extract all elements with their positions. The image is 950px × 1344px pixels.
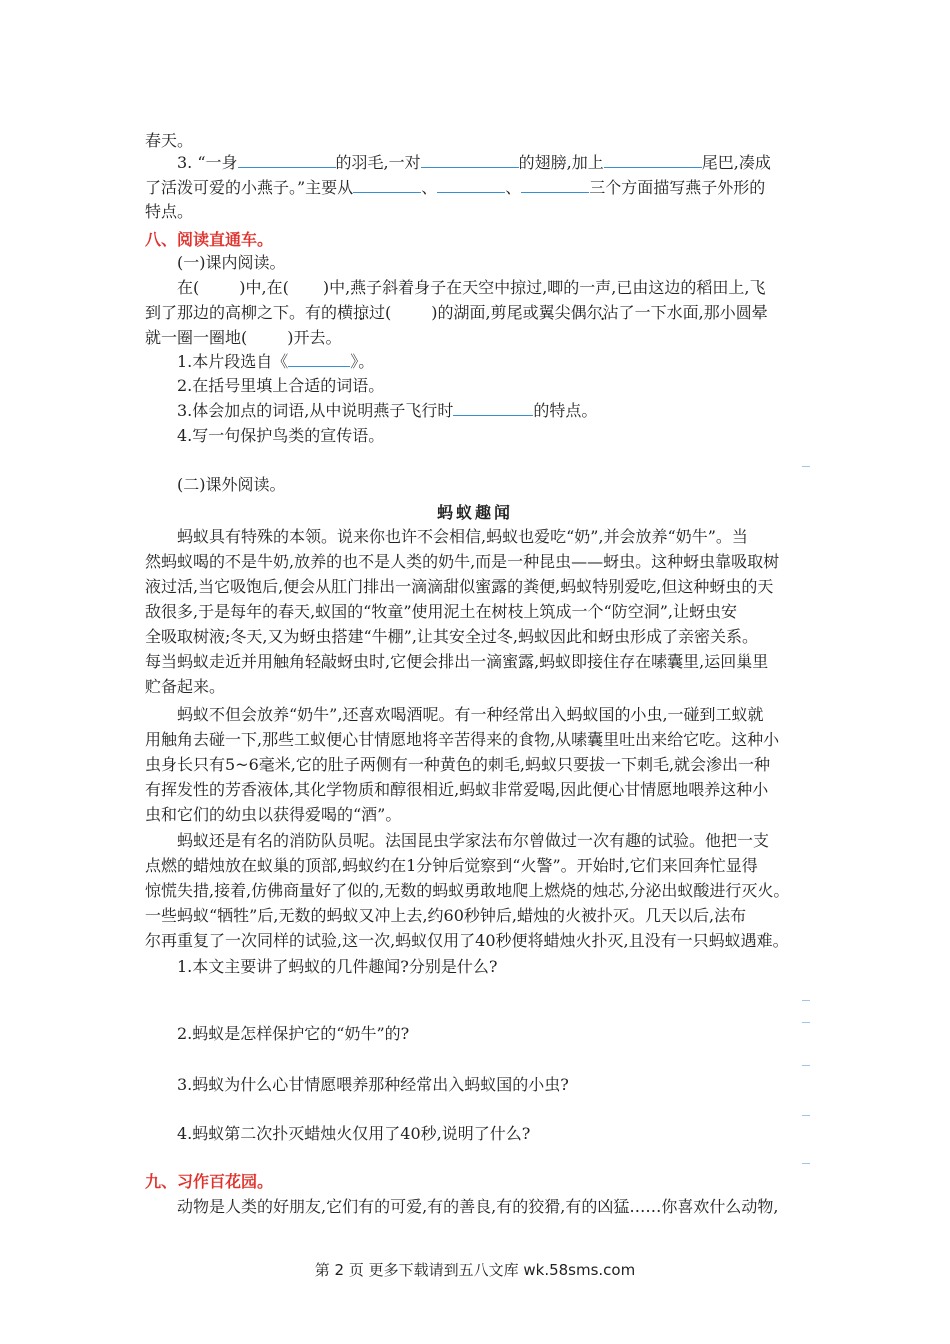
question <box>177 400 597 422</box>
article-line: 蚂蚁具有特殊的本领。说来你也许不会相信,蚂蚁也爱吃“奶”,并会放养“奶牛”。当 <box>177 527 748 546</box>
article-line: 每当蚂蚁走近并用触角轻敲蚜虫时,它便会排出一滴蜜露,蚂蚁即接住存在嗉囊里,运回巢里 <box>145 652 769 671</box>
part-label: (二)课外阅读。 <box>177 475 286 494</box>
article-line: 然蚂蚁喝的不是牛奶,放养的也不是人类的奶牛,而是一种昆虫——蚜虫。这种蚜虫靠吸取树 <box>145 552 780 571</box>
article-line: 蚂蚁不但会放养“奶牛”,还喜欢喝酒呢。有一种经常出入蚂蚁国的小虫,一碰到工蚁就 <box>177 705 764 724</box>
answer-blank[interactable] <box>437 178 505 193</box>
passage-line <box>177 277 765 299</box>
answer-line-mark <box>802 466 810 467</box>
article-line: 虫和它们的幼虫以获得爱喝的“酒”。 <box>145 805 402 824</box>
passage-text: ( <box>385 303 392 322</box>
article-line: 用触角去碰一下,那些工蚁便心甘情愿地将辛苦得来的食物,从嗉囊里吐出来给它吃。这种小 <box>145 730 780 749</box>
question-text: 1.本片段选自《 <box>177 352 289 371</box>
passage-text: )的湖面,剪尾或翼尖 <box>431 303 571 322</box>
dotted-word: 偶尔沾了 <box>570 303 635 322</box>
question-text: 3.体会加点的词语,从中说明燕子飞行时 <box>177 401 454 420</box>
dotted-word: 横掠过 <box>337 303 386 322</box>
answer-blank[interactable] <box>288 352 350 367</box>
passage-text: 就一圈一圈地( <box>145 328 248 347</box>
question-text: 》。 <box>350 352 375 371</box>
separator: 、 <box>421 178 438 197</box>
answer-line-mark <box>802 1163 810 1164</box>
passage-text: ,唧的一声,已由这边的稻田上,飞 <box>542 278 766 297</box>
part-label: (一)课内阅读。 <box>177 253 286 272</box>
passage-text: 到了那边的高柳之下。有的 <box>145 303 338 322</box>
question-3-line2 <box>145 177 765 199</box>
passage-text: )中,在( <box>239 278 289 297</box>
article-line: 有挥发性的芳香液体,其化学物质和醇很相近,蚂蚁非常爱喝,因此便心甘情愿地喂养这种小 <box>145 780 769 799</box>
passage-text: 在( <box>177 278 200 297</box>
article-line: 虫身长只有5~6毫米,它的肚子两侧有一种黄色的刺毛,蚂蚁只要拔一下刺毛,就会渗出一种 <box>145 755 771 774</box>
answer-blank[interactable] <box>521 178 589 193</box>
separator: 、 <box>505 178 522 197</box>
question-text: 的特点。 <box>533 401 598 420</box>
answer-blank[interactable] <box>453 401 533 416</box>
q3-text: 三个方面描写燕子外形的 <box>589 178 766 197</box>
q3-text: 尾巴,凑成 <box>701 153 771 172</box>
article-line: 全吸取树液;冬天,又为蚜虫搭建“牛棚”,让其安全过冬,蚂蚁因此和蚜虫形成了亲密关系。 <box>145 627 759 646</box>
answer-line-mark <box>802 1065 810 1066</box>
passage-line <box>145 302 768 324</box>
question: 2.蚂蚁是怎样保护它的“奶牛”的? <box>177 1024 410 1043</box>
answer-blank[interactable] <box>604 153 702 168</box>
answer-line-mark <box>802 1000 810 1001</box>
article-line: 敌很多,于是每年的春天,蚁国的“牧童”使用泥土在树枝上筑成一个“防空洞”,让蚜虫安 <box>145 602 737 621</box>
q3-text: 了活泼可爱的小燕子。”主要从 <box>145 178 354 197</box>
article-line: 液过活,当它吸饱后,便会从肛门排出一滴滴甜似蜜露的粪便,蚂蚁特别爱吃,但这种蚜虫的天 <box>145 577 774 596</box>
q3-text: “一身 <box>197 153 238 172</box>
answer-line-mark <box>802 1115 810 1116</box>
passage-text: 掠过 <box>510 278 543 297</box>
article-line: 蚂蚁还是有名的消防队员呢。法国昆虫学家法布尔曾做过一次有趣的试验。他把一支 <box>177 831 770 850</box>
question: 4.蚂蚁第二次扑灭蜡烛火仅用了40秒,说明了什么? <box>177 1124 531 1143</box>
question: 2.在括号里填上合适的词语。 <box>177 376 385 395</box>
text-line: 动物是人类的好朋友,它们有的可爱,有的善良,有的狡猾,有的凶猛……你喜欢什么动物, <box>177 1197 779 1216</box>
passage-text: )中,燕子斜着身子在天空中 <box>322 278 511 297</box>
question <box>177 351 374 373</box>
passage-text: 一下水面,那小圆晕 <box>634 303 768 322</box>
answer-line-mark <box>802 1022 810 1023</box>
q3-text: 的翅膀,加上 <box>518 153 604 172</box>
question: 3.蚂蚁为什么心甘情愿喂养那种经常出入蚂蚁国的小虫? <box>177 1075 569 1094</box>
text-line: 特点。 <box>145 202 194 221</box>
article-title: 蚂蚁趣闻 <box>436 503 513 522</box>
article-line: 一些蚂蚁“牺牲”后,无数的蚂蚁又冲上去,约60秒钟后,蜡烛的火被扑灭。几天以后,法布 <box>145 906 747 925</box>
passage-text: )开去。 <box>287 328 342 347</box>
page-footer: 第 2 页 更多下载请到五八文库 wk.58sms.com <box>314 1261 636 1279</box>
article-line: 贮备起来。 <box>145 677 226 696</box>
article-line: 尔再重复了一次同样的试验,这一次,蚂蚁仅用了40秒便将蜡烛火扑灭,且没有一只蚂蚁遇难。 <box>145 931 789 950</box>
text-line: 春天。 <box>145 131 194 150</box>
passage-line <box>145 327 342 349</box>
q3-number: 3. <box>177 153 193 172</box>
answer-blank[interactable] <box>421 153 519 168</box>
section-heading: 九、习作百花园。 <box>145 1172 274 1191</box>
question-3 <box>177 152 771 174</box>
section-heading: 八、阅读直通车。 <box>145 230 274 249</box>
question: 4.写一句保护鸟类的宣传语。 <box>177 426 385 445</box>
answer-blank[interactable] <box>353 178 421 193</box>
article-line: 惊慌失措,接着,仿佛商量好了似的,无数的蚂蚁勇敢地爬上燃烧的烛芯,分泌出蚁酸进行灭火。 <box>145 881 790 900</box>
question: 1.本文主要讲了蚂蚁的几件趣闻?分别是什么? <box>177 957 498 976</box>
q3-text: 的羽毛,一对 <box>335 153 421 172</box>
answer-blank[interactable] <box>238 153 336 168</box>
article-line: 点燃的蜡烛放在蚁巢的顶部,蚂蚁约在1分钟后觉察到“火警”。开始时,它们来回奔忙显得 <box>145 856 758 875</box>
